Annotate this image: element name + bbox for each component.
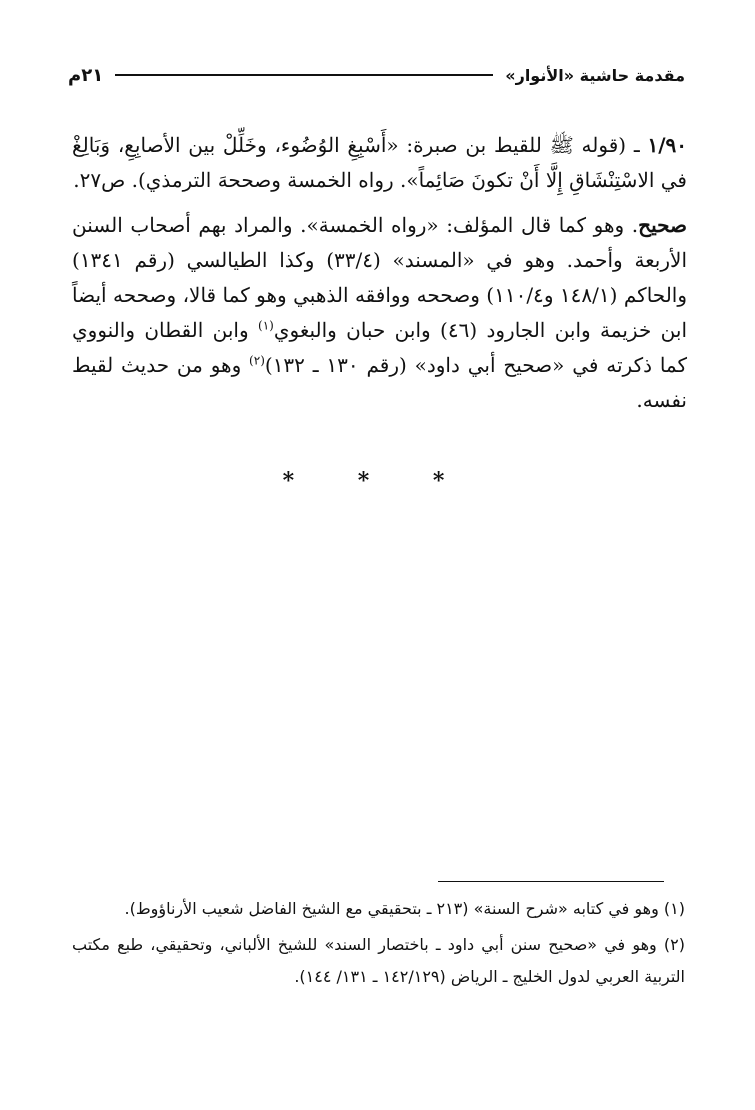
header-title: مقدمة حاشية «الأنوار» — [505, 65, 685, 85]
verdict-term: صحيح — [638, 213, 687, 237]
main-text — [72, 128, 687, 418]
page-number: ٢١م — [68, 64, 104, 86]
entry-number: ١/٩٠ — [647, 133, 687, 157]
footnote-rule — [438, 881, 664, 882]
footnote-1: (١) وهو في كتابه «شرح السنة» (٢١٣ ـ بتحقيقي مع الشيخ الفاضل شعيب الأرناؤوط). — [124, 899, 685, 918]
footnote-ref-2[interactable]: (٢) — [249, 353, 265, 368]
commentary-part-2: وابن القطان والنووي كما ذكرته في «صحيح أبي داود» (رقم ١٣٠ ـ ١٣٢) — [72, 318, 688, 377]
footnotes — [72, 893, 685, 993]
hadith-entry — [72, 128, 687, 198]
footnote-ref-1[interactable]: (١) — [258, 318, 274, 333]
running-header — [68, 58, 685, 92]
footnote-2: (٢) وهو في «صحيح سنن أبي داود ـ باختصار السند» للشيخ الألباني، وتحقيقي، طبع مكتب التربية العربي لدول الخليج ـ الرياض (١٤٢/١٢٩ ـ ١٣١/ ١٤٤). — [72, 935, 685, 986]
section-separator: * * * — [282, 468, 473, 494]
commentary-part-3: وهو من حديث لقيط نفسه. — [72, 353, 687, 412]
commentary-part-1: . وهو كما قال المؤلف: «رواه الخمسة». والمراد بهم أصحاب السنن الأربعة وأحمد. وهو في «المسند» (٣٣/٤) وكذا الطيالسي (رقم ١٣٤١) والحاكم (١٤٨/١ و١١٠/٤) وصححه ووافقه الذهبي وهو كما قالا، وصححه أيضاً ابن خزيمة وابن الجارود (٤٦) وابن حبان والبغوي — [72, 213, 688, 342]
header-rule — [115, 74, 493, 76]
commentary-paragraph — [72, 208, 687, 418]
entry-text: ـ (قوله ﷺ للقيط بن صبرة: «أَسْبِغِ الوُضُوء، وخَلِّلْ بين الأصابِعِ، وَبَالِغْ في الاسْتِنْشَاقِ إِلَّا أَنْ تكونَ صَائِماً». رواه الخمسة وصححهَ الترمذي). ص٢٧. — [72, 133, 687, 192]
